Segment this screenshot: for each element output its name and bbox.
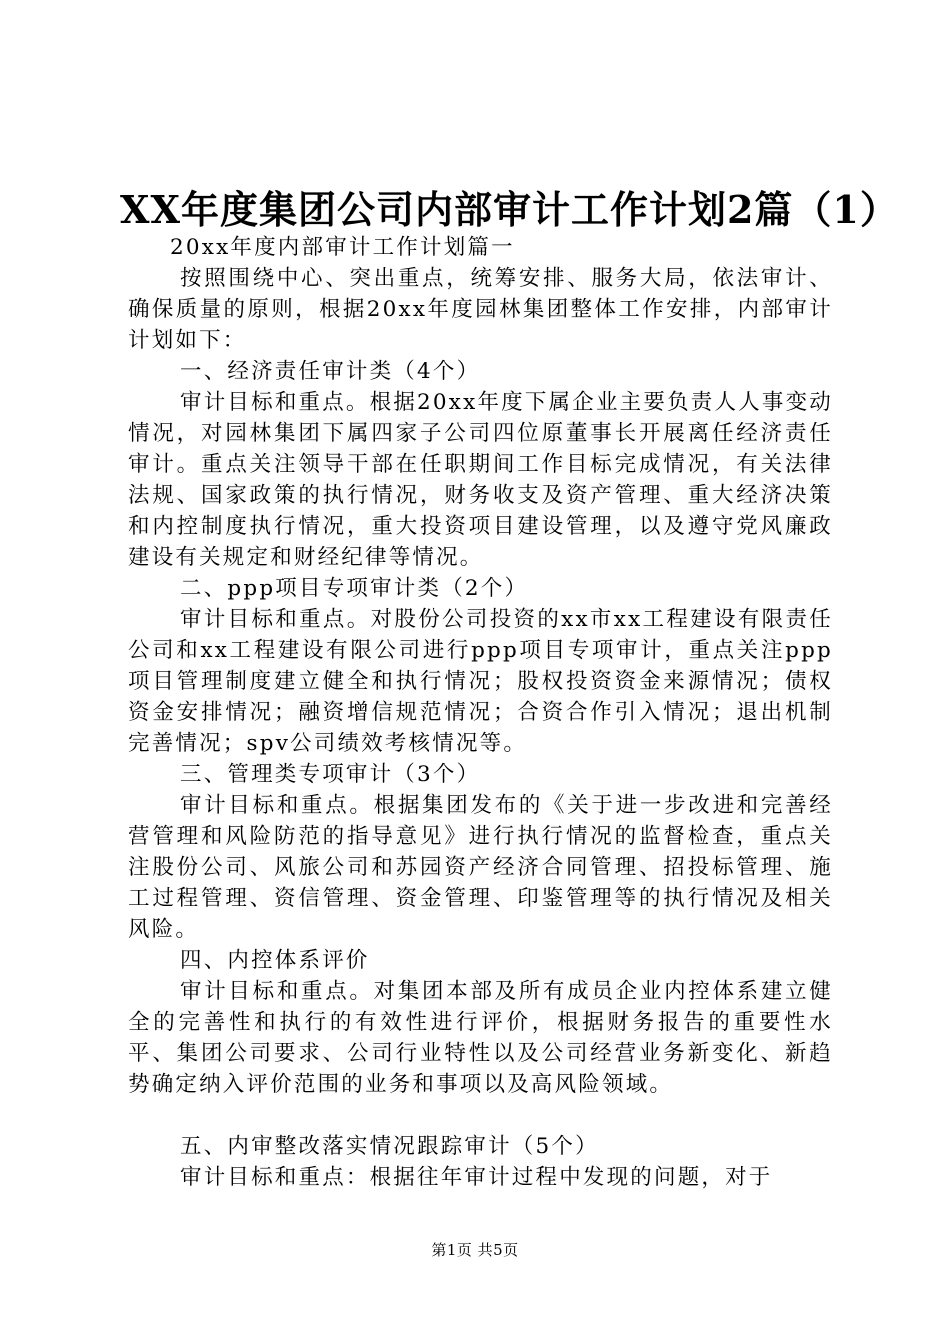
paragraph-gap bbox=[128, 1100, 833, 1131]
section-text-3: 审计目标和重点。根据集团发布的《关于进一步改进和完善经营管理和风险防范的指导意见》进行执行情况的监督检查，重点关注股份公司、风旅公司和苏园资产经济合同管理、招投标管理、施工过程管理、资信管理、资金管理、印鉴管理等的执行情况及相关风险。 bbox=[128, 793, 833, 942]
document-subtitle: 20xx年度内部审计工作计划篇一 bbox=[170, 235, 515, 260]
section-heading-3: 三、管理类专项审计（3个） bbox=[180, 762, 481, 787]
section-text-5: 审计目标和重点：根据往年审计过程中发现的问题，对于 bbox=[180, 1165, 773, 1190]
document-title: XX年度集团公司内部审计工作计划2篇（1） bbox=[120, 187, 899, 232]
section-heading-2: 二、ppp项目专项审计类（2个） bbox=[180, 576, 529, 601]
page-footer: 第1页 共5页 bbox=[431, 1241, 519, 1259]
intro-paragraph: 按照围绕中心、突出重点，统筹安排、服务大局，依法审计、确保质量的原则，根据20xx年度园林集团整体工作安排，内部审计计划如下： bbox=[128, 266, 833, 353]
section-text-4: 审计目标和重点。对集团本部及所有成员企业内控体系建立健全的完善性和执行的有效性进行评价，根据财务报告的重要性水平、集团公司要求、公司行业特性以及公司经营业务新变化、新趋势确定纳入评价范围的业务和事项以及高风险领域。 bbox=[128, 979, 833, 1097]
section-heading-4: 四、内控体系评价 bbox=[180, 948, 370, 973]
section-heading-1: 一、经济责任审计类（4个） bbox=[180, 359, 481, 384]
section-heading-5: 五、内审整改落实情况跟踪审计（5个） bbox=[180, 1134, 599, 1159]
section-text-1: 审计目标和重点。根据20xx年度下属企业主要负责人人事变动情况，对园林集团下属四家子公司四位原董事长开展离任经济责任审计。重点关注领导干部在任职期间工作目标完成情况，有关法律法规、国家政策的执行情况，财务收支及资产管理、重大经济决策和内控制度执行情况，重大投资项目建设管理，以及遵守党风廉政建设有关规定和财经纪律等情况。 bbox=[128, 390, 833, 570]
document-body bbox=[128, 232, 833, 1193]
section-text-2: 审计目标和重点。对股份公司投资的xx市xx工程建设有限责任公司和xx工程建设有限公司进行ppp项目专项审计，重点关注ppp项目管理制度建立健全和执行情况；股权投资资金来源情况；债权资金安排情况；融资增信规范情况；合资合作引入情况；退出机制完善情况；spv公司绩效考核情况等。 bbox=[128, 607, 833, 756]
